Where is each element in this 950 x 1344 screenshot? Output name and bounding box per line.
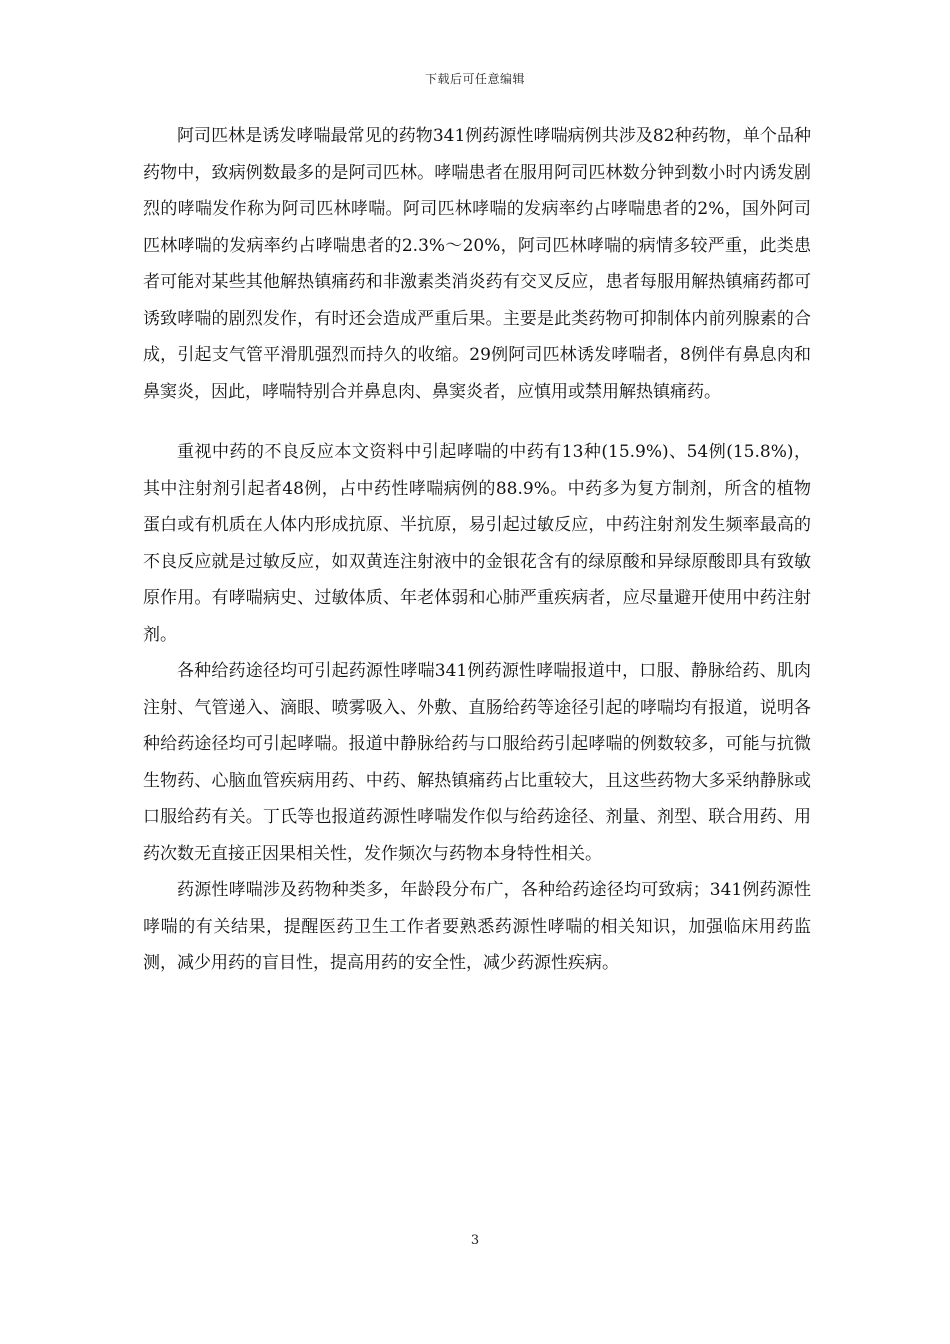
page-header: 下载后可任意编辑 (424, 72, 525, 86)
paragraph-tcm-adverse-reactions: 重视中药的不良反应本文资料中引起哮喘的中药有13种(15.9%)、54例(15.8%)，其中注射剂引起者48例，占中药性哮喘病例的88.9%。中药多为复方制剂，所含的植物蛋白或有机质在人体内形成抗原、半抗原，易引起过敏反应，中药注射剂发生频率最高的不良反应就是过敏反应，如双黄连注射液中的金银花含有的绿原酸和异绿原酸即具有致敏原作用。有哮喘病史、过敏体质、年老体弱和心肺严重疾病者，应尽量避开使用中药注射剂。 (143, 442, 811, 645)
paragraph-aspirin-asthma: 阿司匹林是诱发哮喘最常见的药物341例药源性哮喘病例共涉及82种药物，单个品种药物中，致病例数最多的是阿司匹林。哮喘患者在服用阿司匹林数分钟到数小时内诱发剧烈的哮喘发作称为阿司匹林哮喘。阿司匹林哮喘的发病率约占哮喘患者的2%，国外阿司匹林哮喘的发病率约占哮喘患者的2.3%～20%，阿司匹林哮喘的病情多较严重，此类患者可能对某些其他解热镇痛药和非激素类消炎药有交叉反应，患者每服用解热镇痛药都可诱致哮喘的剧烈发作，有时还会造成严重后果。主要是此类药物可抑制体内前列腺素的合成，引起支气管平滑肌强烈而持久的收缩。29例阿司匹林诱发哮喘者，8例伴有鼻息肉和鼻窦炎，因此，哮喘特别合并鼻息肉、鼻窦炎者，应慎用或禁用解热镇痛药。 (143, 126, 811, 402)
page-number: 3 (470, 1233, 480, 1248)
paragraph-conclusion: 药源性哮喘涉及药物种类多，年龄段分布广，各种给药途径均可致病；341例药源性哮喘的有关结果，提醒医药卫生工作者要熟悉药源性哮喘的相关知识，加强临床用药监测，减少用药的盲目性，提高用药的安全性，减少药源性疾病。 (143, 880, 811, 973)
paragraph-administration-routes: 各种给药途径均可引起药源性哮喘341例药源性哮喘报道中，口服、静脉给药、肌肉注射、气管递入、滴眼、喷雾吸入、外敷、直肠给药等途径引起的哮喘均有报道，说明各种给药途径均可引起哮喘。报道中静脉给药与口服给药引起哮喘的例数较多，可能与抗微生物药、心脑血管疾病用药、中药、解热镇痛药占比重较大，且这些药物大多采纳静脉或口服给药有关。丁氏等也报道药源性哮喘发作似与给药途径、剂量、剂型、联合用药、用药次数无直接正因果相关性，发作频次与药物本身特性相关。 (143, 661, 811, 864)
document-body (143, 118, 811, 982)
